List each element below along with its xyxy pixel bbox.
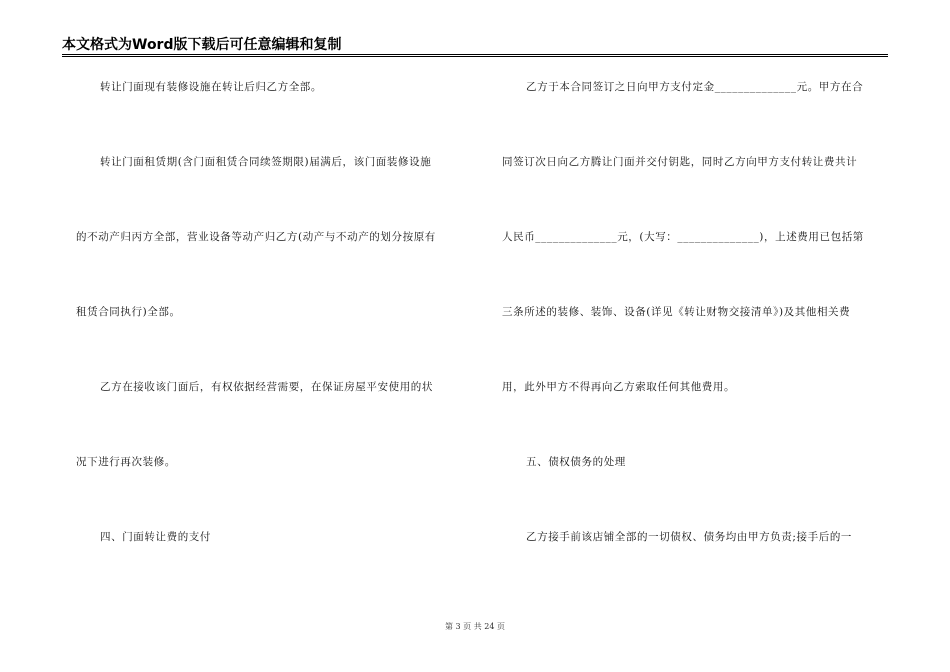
paragraph-line: 转让门面现有装修设施在转让后归乙方全部。: [100, 81, 322, 93]
paragraph-line: 三条所述的装修、装饰、设备(详见《转让财物交接清单》)及其他相关费: [502, 306, 851, 318]
paragraph-line: 的不动产归丙方全部，营业设备等动产归乙方(动产与不动产的划分按原有: [76, 231, 436, 243]
paragraph-line: 乙方于本合同签订之日向甲方支付定金______________元。甲方在合: [526, 81, 864, 93]
paragraph-line: 租赁合同执行)全部。: [76, 306, 181, 318]
paragraph-line: 况下进行再次装修。: [76, 456, 176, 468]
paragraph-line: 同签订次日向乙方腾让门面并交付钥匙，同时乙方向甲方支付转让费共计: [502, 156, 858, 168]
paragraph-line: 用，此外甲方不得再向乙方索取任何其他费用。: [502, 381, 736, 393]
paragraph-line: 人民币______________元，(大写：______________)，上述费用已包括第: [502, 231, 864, 243]
section-heading: 五、债权债务的处理: [526, 456, 626, 468]
page-number: 第 3 页 共 24 页: [445, 622, 505, 631]
page-header: 本文格式为Word版下载后可任意编辑和复制: [62, 37, 342, 53]
paragraph-line: 乙方在接收该门面后，有权依据经营需要，在保证房屋平安使用的状: [100, 381, 433, 393]
left-column: [76, 0, 466, 672]
paragraph-line: 转让门面租赁期(含门面租赁合同续签期限)届满后，该门面装修设施: [100, 156, 432, 168]
paragraph-line: 乙方接手前该店铺全部的一切债权、债务均由甲方负责;接手后的一: [526, 531, 853, 543]
section-heading: 四、门面转让费的支付: [100, 531, 211, 543]
right-column: [502, 0, 892, 672]
